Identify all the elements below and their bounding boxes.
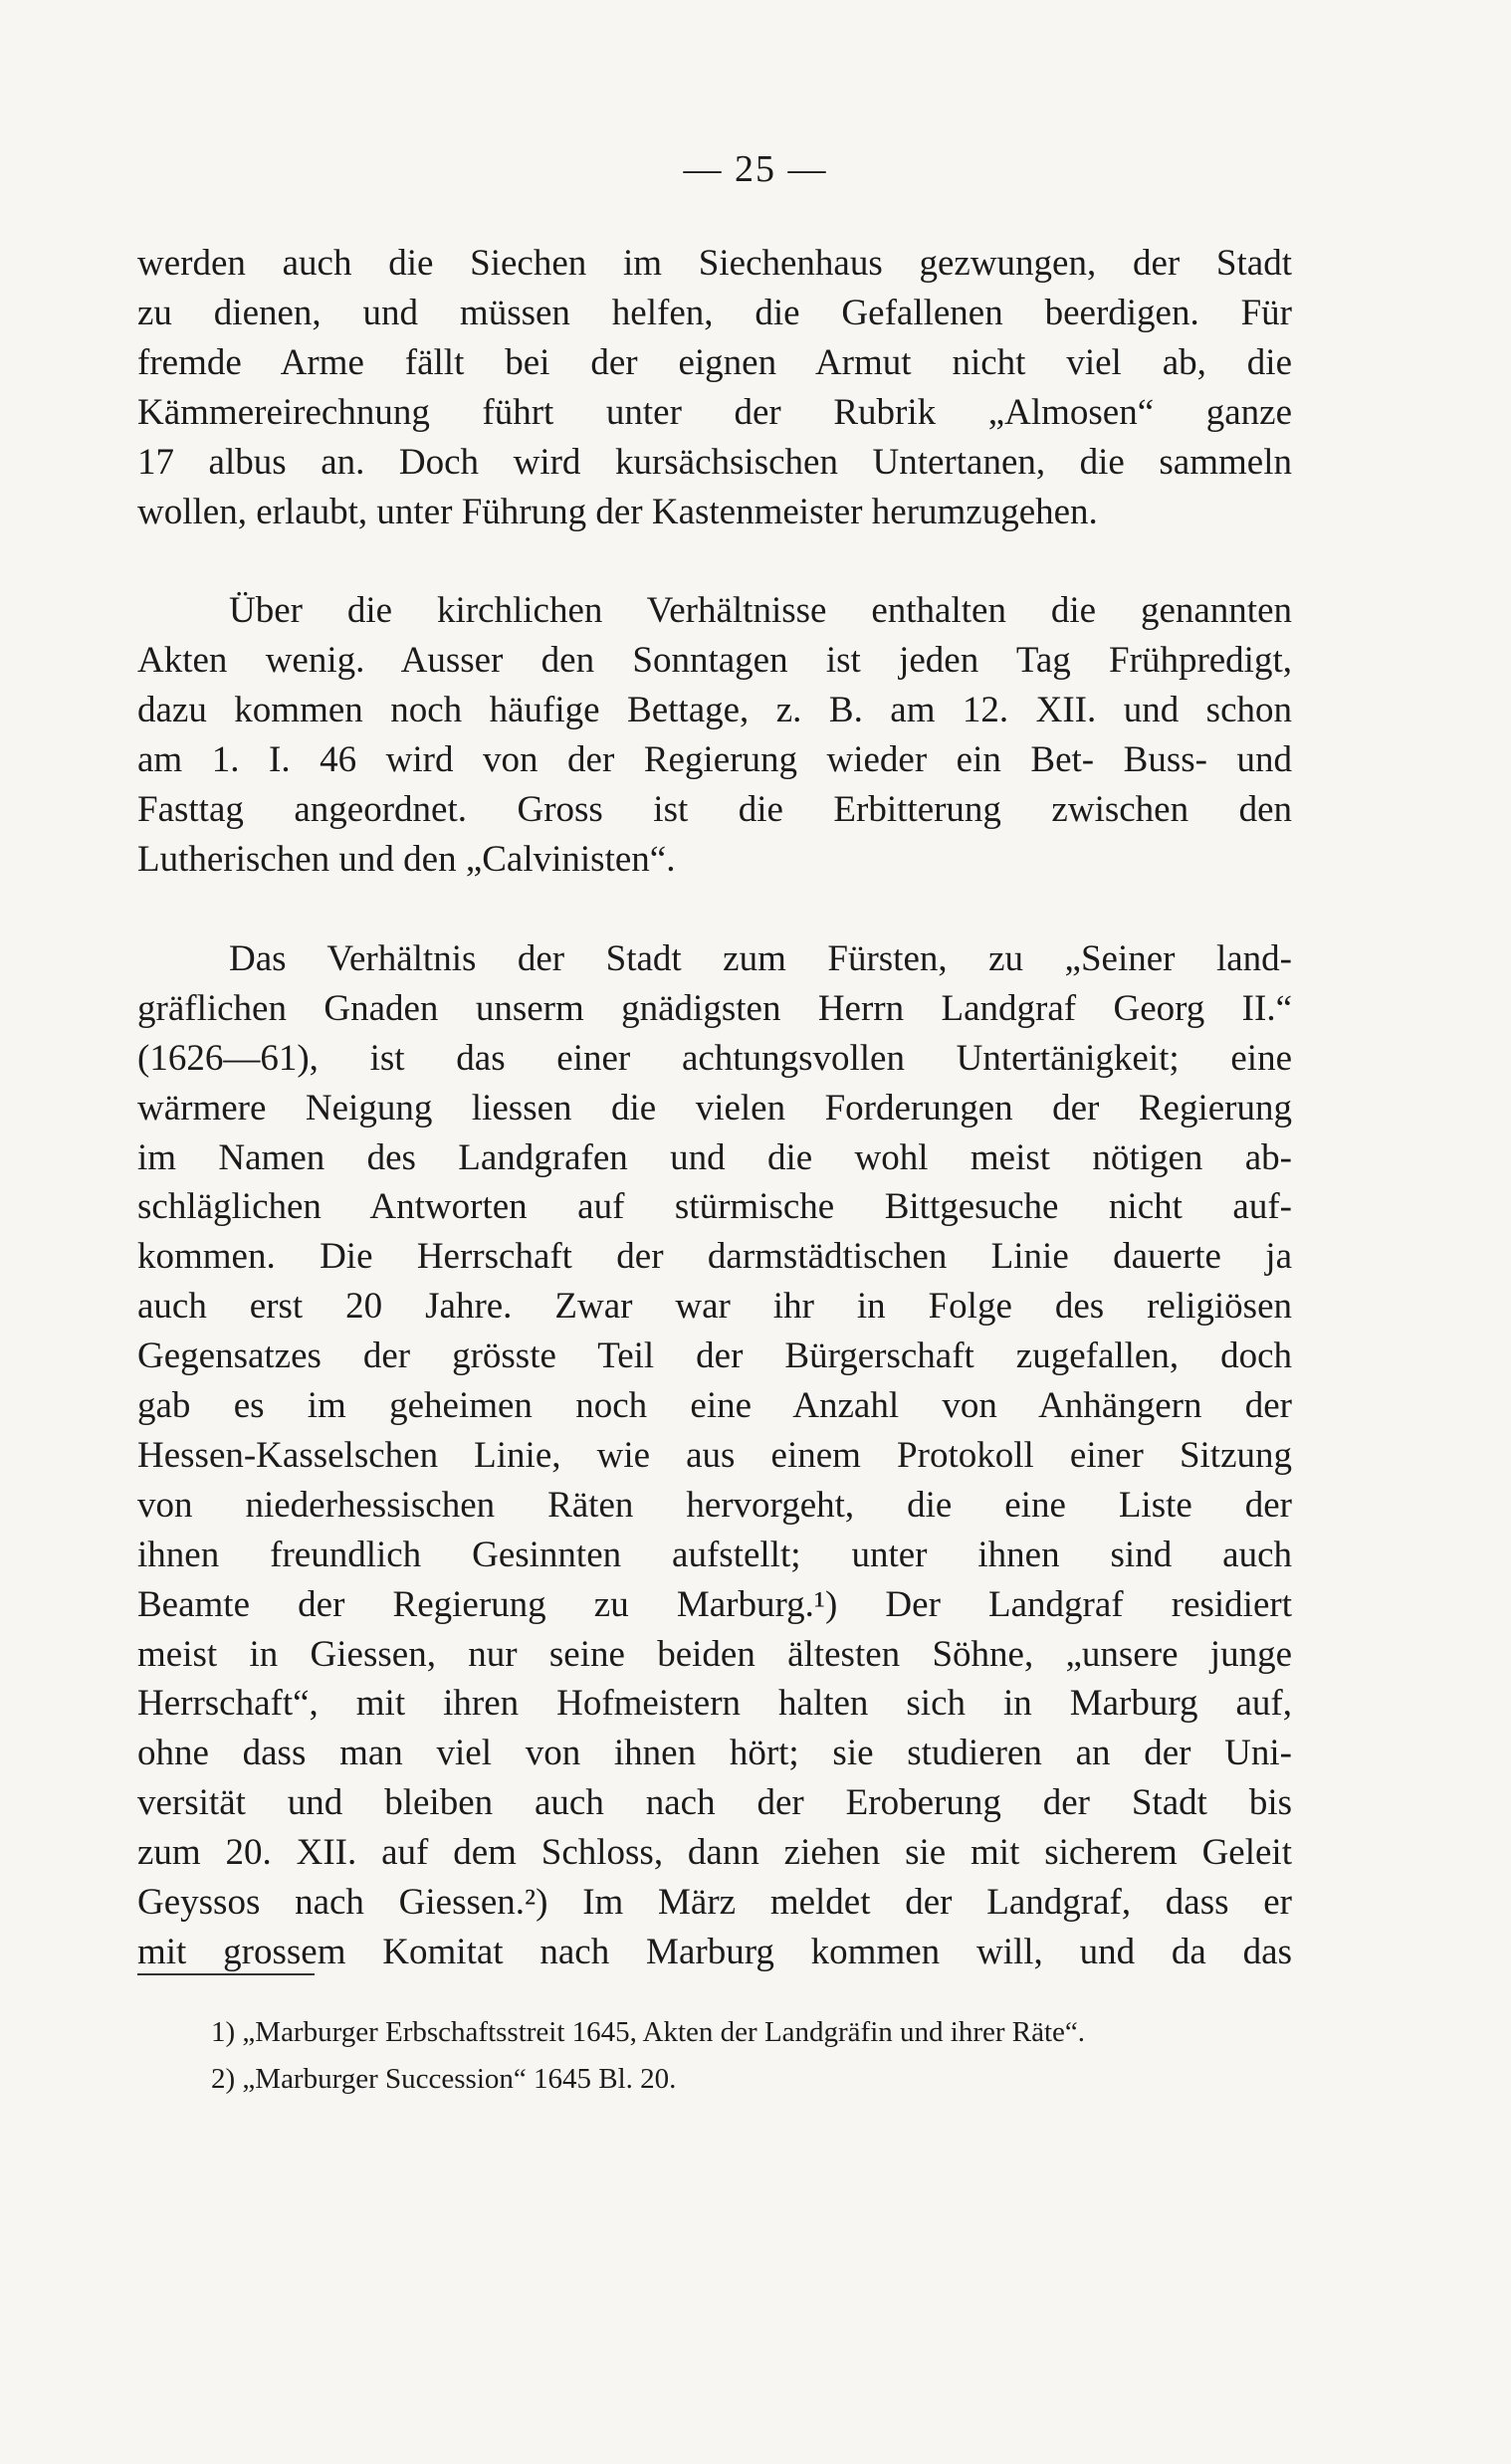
text-line: zu dienen, und müssen helfen, die Gefallenen beerdigen. Für — [137, 292, 1292, 333]
text-line: auch erst 20 Jahre. Zwar war ihr in Folge des religiösen — [137, 1286, 1292, 1328]
text-line: wärmere Neigung liessen die vielen Forderungen der Regierung — [137, 1087, 1292, 1129]
page-number: — 25 — — [683, 148, 828, 190]
footnote-rule — [137, 1973, 315, 1975]
text-line: fremde Arme fällt bei der eignen Armut nicht viel ab, die — [137, 341, 1292, 383]
paragraph-siechen — [137, 239, 1292, 536]
text-line: gräflichen Gnaden unserm gnädigsten Herrn Landgraf Georg II.“ — [137, 987, 1292, 1029]
text-line: Fasttag angeordnet. Gross ist die Erbitterung zwischen den — [137, 789, 1292, 831]
text-line: Kämmereirechnung führt unter der Rubrik „Almosen“ ganze — [137, 391, 1292, 433]
paragraph-kirchliche-verhaeltnisse — [137, 586, 1292, 884]
text-line: Akten wenig. Ausser den Sonntagen ist jeden Tag Frühpredigt, — [137, 640, 1292, 682]
footnote-1: 1) „Marburger Erbschaftsstreit 1645, Akten der Landgräfin und ihrer Räte“. — [211, 2016, 1086, 2048]
text-line: mit grossem Komitat nach Marburg kommen will, und da das — [137, 1932, 1292, 1972]
text-line: meist in Giessen, nur seine beiden ältesten Söhne, „unsere junge — [137, 1633, 1292, 1675]
text-line: versität und bleiben auch nach der Eroberung der Stadt bis — [137, 1782, 1292, 1824]
text-line: kommen. Die Herrschaft der darmstädtischen Linie dauerte ja — [137, 1236, 1292, 1278]
footnote-2: 2) „Marburger Succession“ 1645 Bl. 20. — [211, 2063, 677, 2095]
text-line: Geyssos nach Giessen.²) Im März meldet der Landgraf, dass er — [137, 1882, 1292, 1924]
text-line: am 1. I. 46 wird von der Regierung wieder ein Bet- Buss- und — [137, 739, 1292, 781]
text-line: wollen, erlaubt, unter Führung der Kastenmeister herumzugehen. — [137, 491, 1098, 532]
text-line: dazu kommen noch häufige Bettage, z. B. am 12. XII. und schon — [137, 690, 1292, 731]
text-line: Beamte der Regierung zu Marburg.¹) Der Landgraf residiert — [137, 1583, 1292, 1625]
text-line: im Namen des Landgrafen und die wohl meist nötigen ab- — [137, 1136, 1292, 1178]
body-text — [137, 239, 1292, 1977]
text-line: Herrschaft“, mit ihren Hofmeistern halten sich in Marburg auf, — [137, 1683, 1292, 1725]
text-line: Das Verhältnis der Stadt zum Fürsten, zu „Seiner land- — [229, 937, 1292, 979]
text-line: Lutherischen und den „Calvinisten“. — [137, 838, 676, 880]
text-line: 17 albus an. Doch wird kursächsischen Untertanen, die sammeln — [137, 441, 1292, 483]
text-line: Gegensatzes der grösste Teil der Bürgerschaft zugefallen, doch — [137, 1335, 1292, 1377]
text-line: ihnen freundlich Gesinnten aufstellt; unter ihnen sind auch — [137, 1534, 1292, 1575]
text-line: Hessen-Kasselschen Linie, wie aus einem Protokoll einer Sitzung — [137, 1434, 1292, 1476]
text-line: schläglichen Antworten auf stürmische Bittgesuche nicht auf- — [137, 1186, 1292, 1228]
text-line: Über die kirchlichen Verhältnisse enthalten die genannten — [229, 590, 1292, 632]
text-line: gab es im geheimen noch eine Anzahl von Anhängern der — [137, 1385, 1292, 1427]
paragraph-verhaeltnis-fuerst — [137, 934, 1292, 1977]
text-line: von niederhessischen Räten hervorgeht, die eine Liste der — [137, 1484, 1292, 1526]
footnotes — [137, 2012, 1292, 2100]
text-line: (1626—61), ist das einer achtungsvollen Untertänigkeit; eine — [137, 1037, 1292, 1079]
text-line: ohne dass man viel von ihnen hört; sie studieren an der Uni- — [137, 1733, 1292, 1774]
text-line: zum 20. XII. auf dem Schloss, dann ziehen sie mit sicherem Geleit — [137, 1832, 1292, 1874]
text-line: werden auch die Siechen im Siechenhaus gezwungen, der Stadt — [137, 243, 1292, 284]
